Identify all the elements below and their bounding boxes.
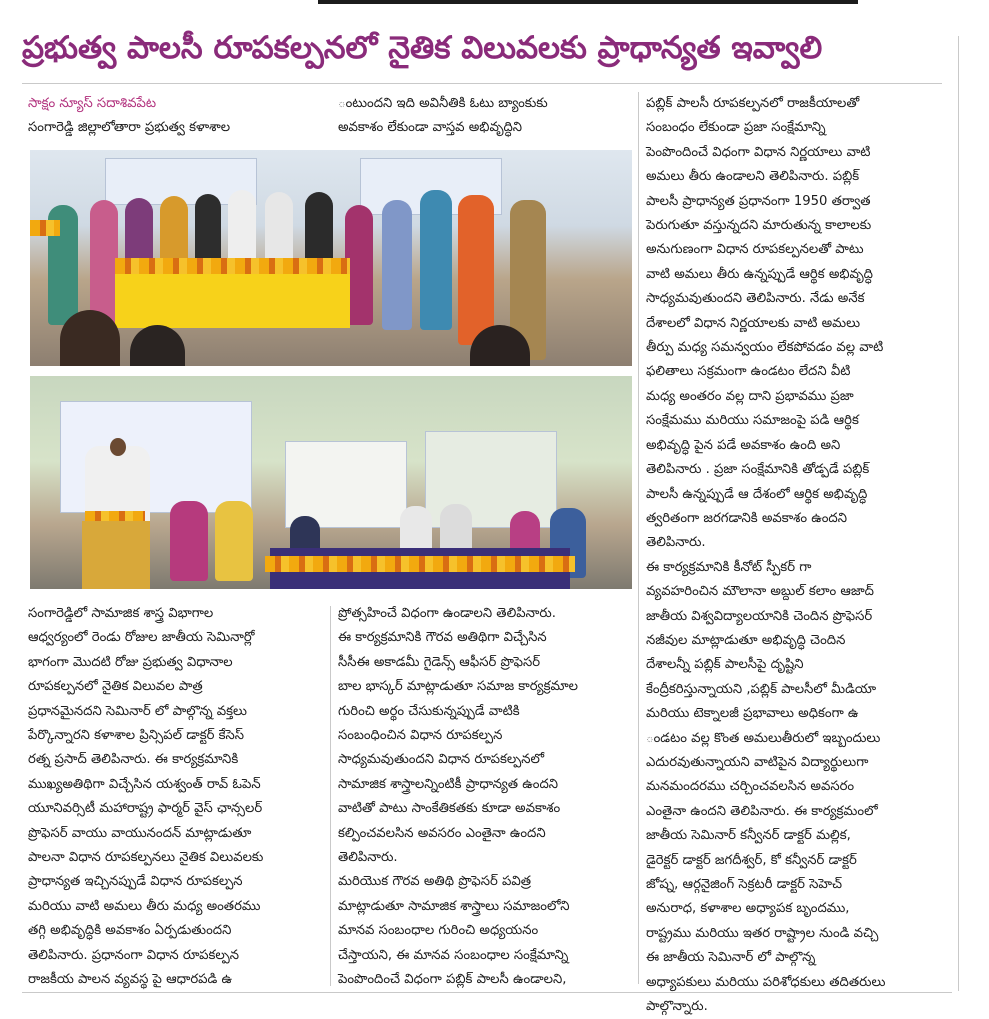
text-line: పాలసీ ఉన్నప్పుడే ఆ దేశంలో ఆర్థిక అభివృద్ధి — [646, 486, 868, 502]
column-middle-top — [338, 92, 548, 141]
text-line: యూనివర్సిటీ మహారాష్ట్ర ఫార్మర్ వైస్ ఛాన్సలర్ — [28, 801, 263, 817]
text-line: తెలిపినారు . ప్రజా సంక్షేమానికి తోడ్పడే పబ్లిక్ — [646, 462, 870, 478]
text-line: మధ్య అంతరం వల్ల దాని ప్రభావము ప్రజా — [646, 388, 854, 404]
text-line: సామాజిక శాస్త్రాలన్నింటికీ ప్రాధాన్యత ఉందని — [338, 776, 559, 792]
text-line: పాలనా విధాన రూపకల్పనలు నైతిక విలువలకు — [28, 850, 264, 866]
text-line: మరియొక గౌరవ అతిథి ప్రొఫెసర్ పవిత్ర — [338, 874, 532, 890]
text-line: బాల భాస్కర్ మాట్లాడుతూ సమాజ కార్యక్రమాల — [338, 679, 579, 695]
text-line: ప్రధానమైనదని సెమినార్ లో పాల్గొన్న వక్తలు — [28, 703, 247, 719]
column-rule-right — [638, 92, 639, 984]
text-line: తెలిపినారు. — [646, 535, 706, 551]
person — [170, 501, 208, 581]
text-line: గురించి అర్థం చేసుకున్నప్పుడే వాటికి — [338, 703, 520, 719]
text-line: తెలిపినారు. — [338, 850, 398, 866]
headline-rule — [22, 83, 942, 84]
text-line: ఫలితాలు సక్రమంగా ఉండటం లేదని వీటి — [646, 364, 851, 380]
text-line: రాజకీయ పాలన వ్యవస్థ పై ఆధారపడి ఉ — [28, 972, 233, 988]
person — [90, 200, 118, 325]
text-line: సీసీఈ అకాడమీ గైడెన్స్ ఆఫీసర్ ప్రొఫెసర్ — [338, 654, 541, 670]
text-line: పెంపొందించే విధంగా విధాన నిర్ణయాలు వాటి — [646, 144, 871, 160]
text-line: జాతీయ సెమినార్ కన్వీనర్ డాక్టర్ మల్లిక, — [646, 828, 851, 844]
text-line: అధ్యాపకులు మరియు పరిశోధకులు తదితరులు — [646, 974, 886, 990]
text-line: సంబంధించిన విధాన రూపకల్పన — [338, 728, 503, 744]
text-line: రాష్ట్రము మరియు ఇతర రాష్ట్రాల నుండి వచ్చి — [646, 925, 879, 941]
text-line: వాటితో పాటు సాంకేతికతకు కూడా అవకాశం — [338, 801, 561, 817]
text-line: వాటి అమలు తీరు ఉన్నప్పుడే ఆర్థిక అభివృద్ధి — [646, 266, 873, 282]
text-line: అనుగుణంగా విధాన రూపకల్పనలతో పాటు — [646, 242, 864, 258]
text-line: పెరుగుతూ వస్తున్నదని మారుతున్న కాలాలకు — [646, 218, 872, 234]
text-line: కేంద్రీకరిస్తున్నాయని ,పబ్లిక్ పాలసీలో మీడియా — [646, 681, 877, 697]
person — [382, 200, 412, 330]
text-line: సాధ్యమవుతుందని విధాన రూపకల్పనలో — [338, 752, 545, 768]
column-right — [646, 92, 885, 1019]
text-line: ఈ జాతీయ సెమినార్ లో పాల్గొన్న — [646, 950, 816, 966]
text-line: తెలిపినారు. ప్రధానంగా విధాన రూపకల్పన — [28, 947, 240, 963]
text-line: మరియు వాటి అమలు తీరు మధ్య అంతరము — [28, 898, 261, 914]
text-line: ప్రొఫెసర్ వాయు వాయునందన్ మాట్లాడుతూ — [28, 825, 252, 841]
person — [215, 501, 253, 581]
text-line: కల్పించవలసిన అవసరం ఎంతైనా ఉందని — [338, 825, 546, 841]
text-line: మనమందరము చర్చించవలసిన అవసరం — [646, 779, 855, 795]
flower-garland — [30, 220, 60, 236]
text-line: ఈ కార్యక్రమానికి గౌరవ అతిథిగా విచ్చేసిన — [338, 630, 547, 646]
person — [420, 190, 452, 330]
text-line: అమలు తీరు ఉండాలని తెలిపినారు. పబ్లిక్ — [646, 169, 860, 185]
text-line: నజీవుల మాట్లాడుతూ అభివృద్ధి చెందిన — [646, 632, 846, 648]
text-line: రత్న ప్రసాద్ తెలిపినారు. ఈ కార్యక్రమానికి — [28, 752, 239, 768]
text-line: తగ్గి అభివృద్ధికి అవకాశం ఏర్పడుతుందని — [28, 923, 232, 939]
column-left-top — [28, 92, 230, 141]
text-line: అవకాశం లేకుండా వాస్తవ అభివృద్ధిని — [338, 120, 523, 136]
speaker-head — [110, 438, 126, 456]
text-line: ఈ కార్యక్రమానికి కీనోట్ స్పీకర్ గా — [646, 559, 812, 575]
text-line: పెంపొందించే విధంగా పబ్లిక్ పాలసీ ఉండాలని, — [338, 972, 567, 988]
text-line: రూపకల్పనలో నైతిక విలువల పాత్ర — [28, 679, 203, 695]
text-line: సంగారెడ్డిలో సామాజిక శాస్త్ర విభాగాల — [28, 606, 214, 621]
text-line: సంక్షేమము మరియు సమాజంపై పడి ఆర్థిక — [646, 413, 859, 429]
text-line: సంబంధం లేకుండా ప్రజా సంక్షేమాన్ని — [646, 120, 826, 136]
text-line: దేశాలలో విధాన నిర్ణయాలకు వాటి అమలు — [646, 315, 861, 331]
headline: ప్రభుత్వ పాలసీ రూపకల్పనలో నైతిక విలువలకు ప్రాధాన్యత ఇవ్వాలి — [22, 30, 823, 66]
byline: సాక్షం న్యూస్ సదాశివపేట — [28, 96, 157, 111]
text-line: త్వరితంగా జరగడానికి అవకాశం ఉందని — [646, 510, 847, 526]
text-line: మాట్లాడుతూ సామాజిక శాస్త్రాలు సమాజంలోని — [338, 898, 570, 914]
text-line: పబ్లిక్ పాలసీ రూపకల్పనలో రాజకీయాలతో — [646, 96, 860, 111]
text-line: చేస్తాయని, ఈ మానవ సంబంధాల సంక్షేమాన్ని — [338, 947, 569, 963]
text-line: అనురాధ, కళాశాల అధ్యాపక బృందము, — [646, 901, 850, 917]
photo-speaker-podium — [30, 376, 632, 589]
text-line: భాగంగా మొదటి రోజు ప్రభుత్వ విధానాల — [28, 654, 233, 670]
text-line: జాతీయ విశ్వవిద్యాలయానికి చెందిన ప్రొఫెసర్ — [646, 608, 873, 624]
text-line: డైరెక్టర్ డాక్టర్ జగదీశ్వర్, కో కన్వీనర్ డాక్టర్ — [646, 852, 857, 868]
text-line: ఎంతైనా ఉందని తెలిపినారు. ఈ కార్యక్రమంలో — [646, 803, 878, 819]
text-line: జోష్న, ఆర్గనైజింగ్ సెక్రటరీ డాక్టర్ సెహెచ్ — [646, 877, 843, 892]
audience-member — [130, 325, 185, 366]
person — [458, 195, 494, 345]
text-line: ంటుందని ఇది అవినీతికి ఓటు బ్యాంకుకు — [338, 96, 548, 111]
text-line: ప్రాధాన్యత ఇచ్చినప్పుడే విధాన రూపకల్పన — [28, 874, 243, 890]
text-line: పాల్గొన్నారు. — [646, 999, 708, 1015]
audience-member — [60, 310, 120, 366]
text-line: మానవ సంబంధాల గురించి అధ్యయనం — [338, 923, 539, 939]
photo-book-release — [30, 150, 632, 366]
text-line: ముఖ్యఅతిథిగా విచ్చేసిన యశ్వంత్ రావ్ ఓపెన్ — [28, 776, 261, 792]
column-rule-left — [330, 606, 331, 986]
text-line: ఎదురవుతున్నాయని వాటిపైన విద్యార్థులుగా — [646, 754, 869, 770]
text-line: ఆధ్వర్యంలో రెండు రోజుల జాతీయ సెమినార్లో — [28, 630, 255, 646]
flower-garland — [265, 556, 575, 572]
text-line: సాధ్యమవుతుందని తెలిపినారు. నేడు అనేక — [646, 291, 865, 307]
flower-garland — [115, 258, 350, 274]
text-line: దేశాలన్నీ పబ్లిక్ పాలసీపై దృష్టిని — [646, 657, 804, 673]
text-line: పేర్కొన్నారని కళాశాల ప్రిన్సిపల్ డాక్టర్ కేసెస్ — [28, 728, 245, 744]
text-line: వ్యవహరించిన మౌలానా అబ్దుల్ కలాం ఆజాద్ — [646, 584, 874, 600]
text-line: పాలసీ ప్రాధాన్యత ప్రధానంగా 1950 తర్వాత — [646, 193, 871, 209]
page-right-rule — [958, 36, 959, 991]
column-left-bottom — [28, 602, 263, 993]
text-line: ండటం వల్ల కొంత అమలుతీరులో ఇబ్బందులు — [646, 730, 881, 746]
text-line: ప్రోత్సహించే విధంగా ఉండాలని తెలిపినారు. — [338, 606, 556, 621]
whiteboard — [285, 441, 407, 528]
top-edge-bar — [318, 0, 858, 4]
text-line: అభివృద్ధి పైన పడే అవకాశం ఉంది అని — [646, 437, 841, 453]
text-line: మరియు టెక్నాలజీ ప్రభావాలు అధికంగా ఉ — [646, 706, 859, 722]
podium — [82, 521, 150, 589]
text-line: తీర్పు మధ్య సమన్వయం లేకపోవడం వల్ల వాటి — [646, 340, 884, 356]
text-line: సంగారెడ్డి జిల్లాలోతారా ప్రభుత్వ కళాశాల — [28, 120, 231, 136]
column-middle-bottom — [338, 602, 578, 993]
